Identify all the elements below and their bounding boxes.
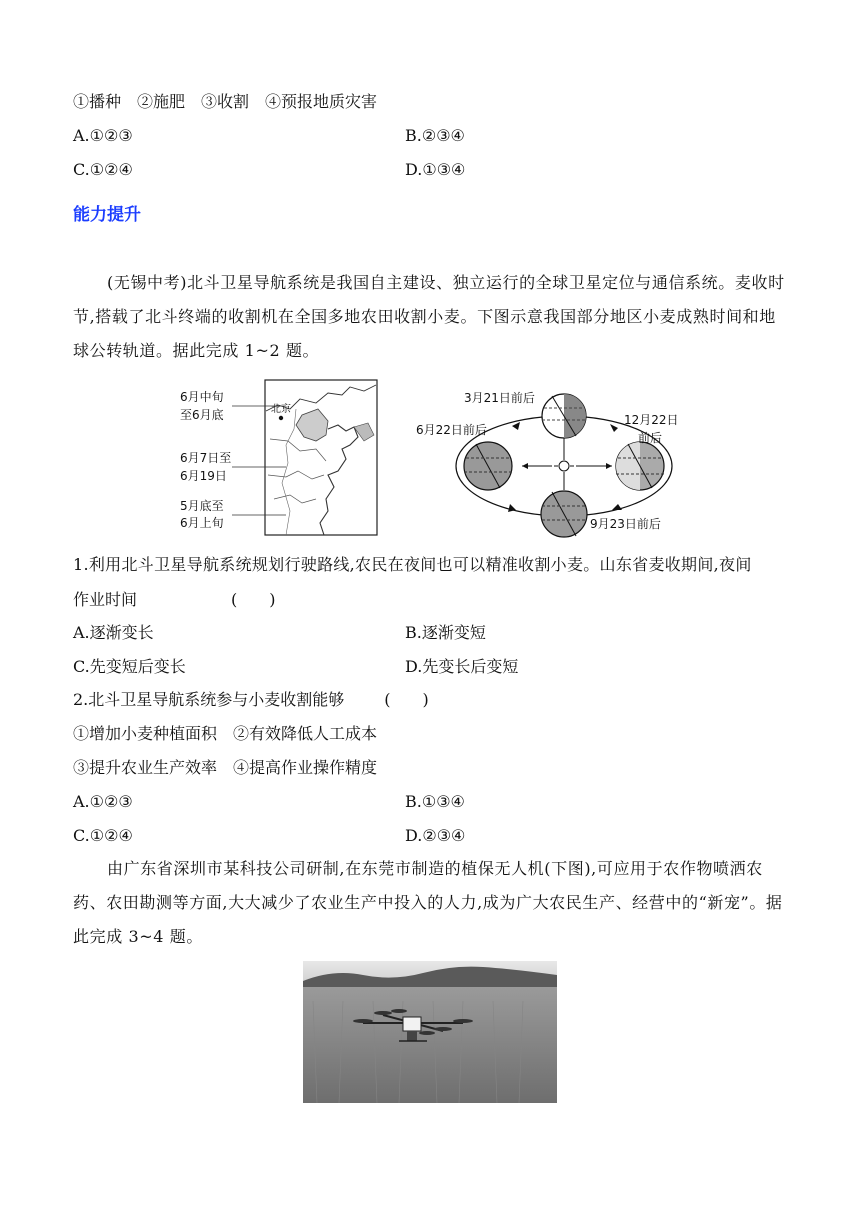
earth-june xyxy=(464,442,512,490)
orbit-label-december-a: 12月22日 xyxy=(624,413,679,427)
q2-option-d: D.②③④ xyxy=(405,826,466,845)
q1-stem-line1: 1.利用北斗卫星导航系统规划行驶路线,农民在夜间也可以精准收割小麦。山东省麦收期间,夜间 xyxy=(73,555,752,574)
option-d-top: D.①③④ xyxy=(405,160,466,179)
option-a-top: A.①②③ xyxy=(73,126,133,145)
q1-option-d: D.先变长后变短 xyxy=(405,657,519,676)
q2-stem xyxy=(73,690,429,710)
q1-option-a: A.逐渐变长 xyxy=(73,623,154,642)
q1-option-b: B.逐渐变短 xyxy=(405,623,486,642)
q2-option-c: C.①②④ xyxy=(73,826,133,845)
map-label-2b: 6月19日 xyxy=(180,469,227,483)
q2-answer-bracket: ( ) xyxy=(384,690,429,709)
option-b-top: B.②③④ xyxy=(405,126,465,145)
orbit-label-september: 9月23日前后 xyxy=(590,517,661,531)
q2-option-b: B.①③④ xyxy=(405,792,465,811)
map-label-1b: 至6月底 xyxy=(180,408,224,422)
orbit-label-june: 6月22日前后 xyxy=(416,423,487,437)
q1-answer-bracket: ( ) xyxy=(231,590,276,609)
q1-stem-text: 作业时间 xyxy=(73,590,138,609)
passage-2: 由广东省深圳市某科技公司研制,在东莞市制造的植保无人机(下图),可应用于农作物喷洒农药、农田勘测等方面,大大减少了农业生产中投入的人力,成为广大农民生产、经营中的“新宠”。据此完成 3~4 题。 xyxy=(73,859,783,946)
orbit-label-march: 3月21日前后 xyxy=(464,391,535,405)
q1-stem-line2 xyxy=(73,590,276,610)
map-label-3b: 6月上旬 xyxy=(180,516,224,530)
wheat-maturity-map xyxy=(178,379,380,537)
q1-option-c: C.先变短后变长 xyxy=(73,657,186,676)
map-label-1a: 6月中旬 xyxy=(180,390,224,404)
earth-orbit-diagram xyxy=(412,386,692,540)
city-label-beijing: 北京 xyxy=(271,404,291,415)
map-label-3a: 5月底至 xyxy=(180,499,224,513)
section-title: 能力提升 xyxy=(73,205,141,225)
q2-choices-2: ③提升农业生产效率 ④提高作业操作精度 xyxy=(73,758,378,777)
passage-1: (无锡中考)北斗卫星导航系统是我国自主建设、独立运行的全球卫星定位与通信系统。麦收时节,搭载了北斗终端的收割机在全国多地农田收割小麦。下图示意我国部分地区小麦成熟时间和地球公转轨道。据此完成 1~2 题。 xyxy=(73,273,785,360)
drone-photo xyxy=(303,961,557,1103)
option-c-top: C.①②④ xyxy=(73,160,133,179)
earth-march xyxy=(542,394,586,438)
sun-icon xyxy=(554,456,574,476)
q2-option-a: A.①②③ xyxy=(73,792,133,811)
orbit-label-december-b: 前后 xyxy=(638,431,663,445)
earth-september xyxy=(541,491,587,537)
q2-choices-1: ①增加小麦种植面积 ②有效降低人工成本 xyxy=(73,724,378,743)
earth-december xyxy=(616,442,664,490)
map-label-2a: 6月7日至 xyxy=(180,451,232,465)
q2-stem-text: 2.北斗卫星导航系统参与小麦收割能够 xyxy=(73,690,345,709)
choice-list-top: ①播种 ②施肥 ③收割 ④预报地质灾害 xyxy=(73,92,378,111)
